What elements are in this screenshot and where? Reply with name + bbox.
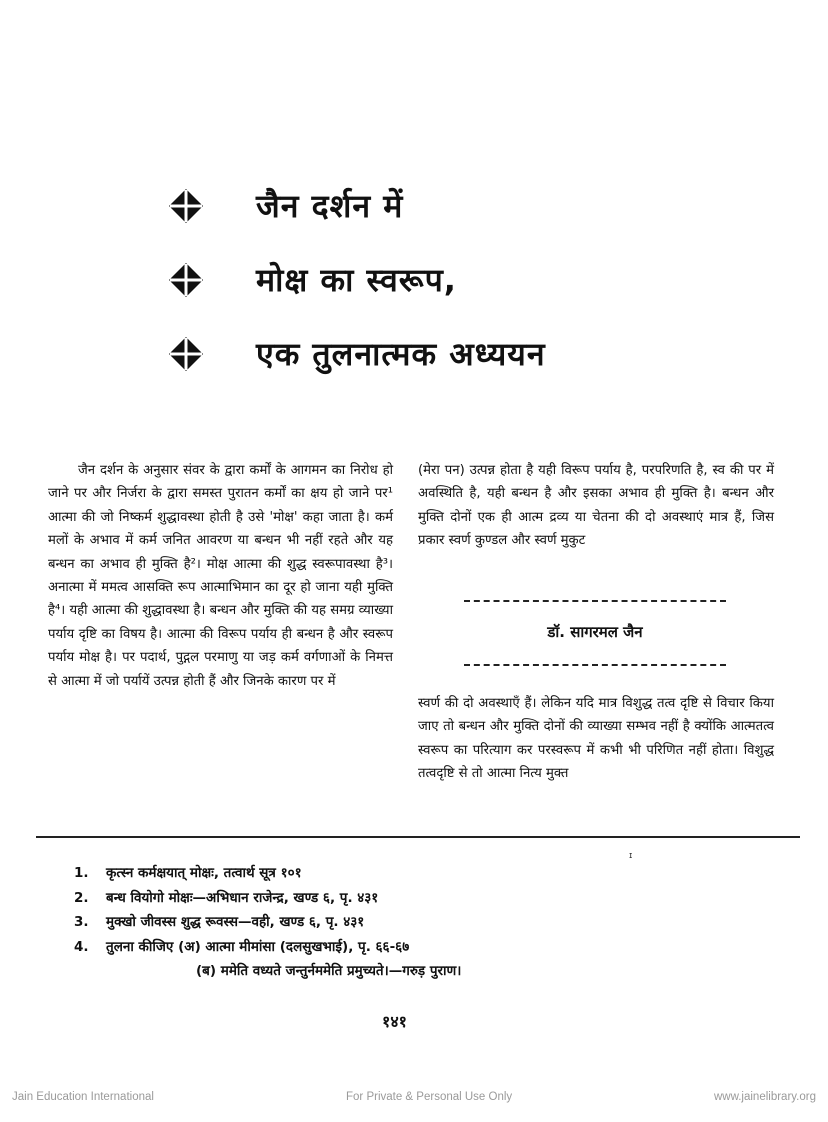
footnote-number: 2.	[74, 889, 89, 906]
article-title	[168, 188, 688, 372]
footnote-subitem: (ब) ममेति वध्यते जन्तुर्नममेति प्रमुच्यते।—गरुड़ पुराण।	[196, 963, 462, 979]
diamond-cross-icon	[168, 262, 204, 298]
footnote-text: मुक्खो जीवस्स शुद्ध रूवस्स—वही, खण्ड ६, पृ. ४३१	[106, 914, 365, 930]
footnotes	[74, 861, 774, 984]
footnote-text: तुलना कीजिए (अ) आत्मा मीमांसा (दलसुखभाई), पृ. ६६-६७	[106, 938, 410, 955]
page-number: १४१	[382, 1012, 407, 1031]
title-line	[168, 188, 688, 224]
title-line-1: जैन दर्शन में	[256, 187, 404, 225]
footer-website: www.jainelibrary.org	[713, 1091, 816, 1103]
footnote-item	[74, 935, 774, 960]
body-column-left	[48, 459, 393, 693]
footnote-item	[74, 910, 774, 935]
title-line-3: एक तुलनात्मक अध्ययन	[256, 335, 546, 373]
title-line-2: मोक्ष का स्वरूप,	[256, 261, 457, 299]
footnote-item	[74, 861, 774, 886]
footnote-text: बन्ध वियोगो मोक्षः—अभिधान राजेन्द्र, खण्ड ६, पृ. ४३१	[106, 889, 379, 906]
footer-publisher: Jain Education International	[12, 1091, 154, 1103]
body-paragraph: (मेरा पन) उत्पन्न होता है यही विरूप पर्याय है, परपरिणति है, स्व की पर में अवस्थिति है, यही बन्धन है और इसका अभाव ही मुक्ति है। बन्धन और मुक्ति दोनों एक ही आत्म द्रव्य या चेतना की दो अवस्थाएं मात्र हैं, जिस प्रकार स्वर्ण कुण्डल और स्वर्ण मुकुट	[418, 463, 774, 549]
footnote-divider	[36, 836, 800, 838]
title-line	[168, 336, 688, 372]
footnote-number: 4.	[74, 938, 89, 955]
print-mark: ɪ	[629, 851, 633, 861]
dashed-divider	[464, 664, 726, 666]
title-line	[168, 262, 688, 298]
body-paragraph: जैन दर्शन के अनुसार संवर के द्वारा कर्मों के आगमन का निरोध हो जाने पर और निर्जरा के द्वारा समस्त पुरातन कर्मों का क्षय हो जाने पर¹ आत्मा की जो निष्कर्म शुद्धावस्था होती है उसे 'मोक्ष' कहा जाता है। कर्म मलों के अभाव में कर्म जनित आवरण या बन्धन भी नहीं रहते और यह बन्धन का अभाव ही मुक्ति है²। मोक्ष आत्मा की शुद्ध स्वरूपावस्था है³। अनात्मा में ममत्व आसक्ति रूप आत्माभिमान का दूर हो जाना यही मुक्ति है⁴। यही आत्मा की शुद्धावस्था है। बन्धन और मुक्ति की यह समग्र व्याख्या पर्याय दृष्टि का विषय है। आत्मा की विरूप पर्याय ही बन्धन है और स्वरूप पर्याय मोक्ष है। पर पदार्थ, पुद्गल परमाणु या जड़ कर्म वर्गणाओं के निमत्त से आत्मा में जो पर्यायें उत्पन्न होती हैं और जिनके कारण पर में	[48, 463, 393, 689]
diamond-cross-icon	[168, 336, 204, 372]
author-byline	[460, 600, 730, 666]
footnote-number: 1.	[74, 865, 89, 881]
footnote-text: कृत्स्न कर्मक्षयात् मोक्षः, तत्वार्थ सूत्र १०१	[106, 865, 302, 881]
footnote-number: 3.	[74, 914, 89, 930]
footnote-item	[74, 886, 774, 911]
dashed-divider	[464, 600, 726, 602]
body-paragraph: स्वर्ण की दो अवस्थाएँ हैं। लेकिन यदि मात्र विशुद्ध तत्व दृष्टि से विचार किया जाए तो बन्धन और मुक्ति दोनों की व्याख्या सम्भव नहीं है क्योंकि आत्मतत्व स्वरूप का परित्याग कर परस्वरूप में कभी भी परिणित नहीं होता। विशुद्ध तत्वदृष्टि से तो आत्मा नित्य मुक्त	[418, 696, 774, 782]
body-column-right-bottom	[418, 692, 774, 786]
body-column-right-top	[418, 459, 774, 553]
footer-usage-notice: For Private & Personal Use Only	[346, 1091, 513, 1103]
author-name: डॉ. सागरमल जैन	[547, 623, 643, 641]
diamond-cross-icon	[168, 188, 204, 224]
